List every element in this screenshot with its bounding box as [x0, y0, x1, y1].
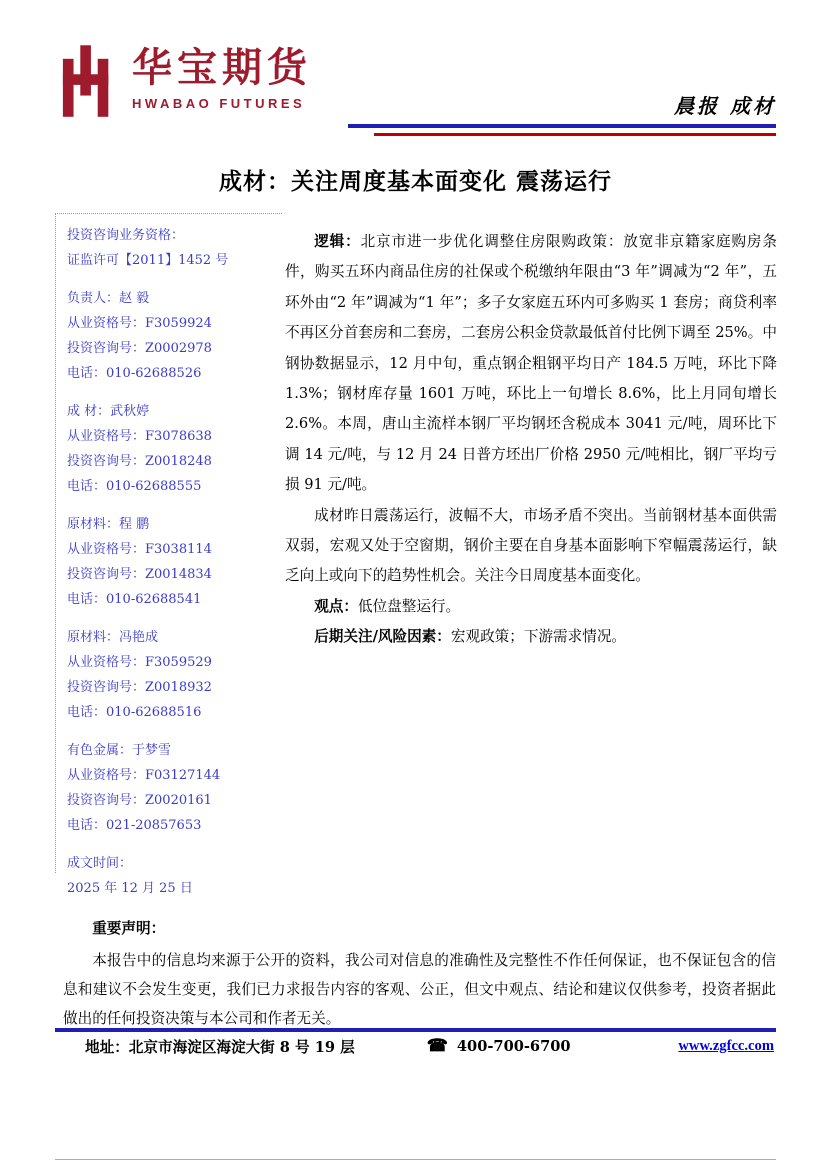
contact-practice-no: 从业资格号：F03127144 — [67, 768, 221, 783]
contact-phone: 电话：010-62688526 — [67, 366, 202, 381]
contact-role-name: 原材料：程 鹏 — [67, 517, 150, 532]
date-label: 成文时间： — [67, 856, 133, 871]
report-title: 成材：关注周度基本面变化 震荡运行 — [218, 168, 612, 195]
contact-phone: 电话：010-62688555 — [67, 479, 202, 494]
contact-role-name: 负责人：赵 毅 — [67, 291, 150, 306]
contact-block — [67, 625, 282, 725]
footer-rule-blue — [55, 1028, 776, 1032]
logic-label: 逻辑： — [314, 233, 361, 250]
logic-paragraph — [285, 227, 777, 501]
website-link[interactable]: www.zgfcc.com — [678, 1038, 774, 1054]
contact-advisory-no: 投资咨询号：Z0002978 — [67, 341, 212, 356]
hwabao-logo-icon — [60, 45, 118, 119]
qualification-title: 投资咨询业务资格： — [67, 228, 185, 243]
date-block — [67, 851, 282, 901]
phone-icon: ☎ — [426, 1036, 448, 1056]
report-type-label: 晨报 成材 — [674, 94, 776, 118]
disclaimer-text: 本报告中的信息均来源于公开的资料，我公司对信息的准确性及完整性不作任何保证，也不保证包含的信息和建议不会发生变更，我们已力求报告内容的客观、公正，但文中观点、结论和建议仅供参考，投资者据此做出的任何投资决策与本公司和作者无关。 — [63, 952, 776, 1027]
contact-role-name: 原材料：冯艳成 — [67, 630, 159, 645]
contact-block — [67, 512, 282, 612]
contact-practice-no: 从业资格号：F3059529 — [67, 655, 212, 670]
phone-block — [427, 1038, 571, 1055]
brand-name-en: HWABAO FUTURES — [132, 96, 306, 111]
qualification-block — [67, 223, 282, 273]
view-paragraph — [285, 592, 777, 622]
qualification-number: 证监许可【2011】1452 号 — [67, 253, 229, 268]
contact-advisory-no: 投资咨询号：Z0014834 — [67, 567, 212, 582]
contact-phone: 电话：010-62688516 — [67, 705, 202, 720]
phone-number: 400-700-6700 — [456, 1038, 571, 1055]
view-label: 观点： — [314, 597, 358, 615]
report-body — [285, 227, 777, 653]
contact-practice-no: 从业资格号：F3059924 — [67, 316, 212, 331]
contact-block — [67, 286, 282, 386]
company-address: 地址：北京市海淀区海淀大街 8 号 19 层 — [85, 1039, 355, 1056]
contact-practice-no: 从业资格号：F3078638 — [67, 429, 212, 444]
risk-text: 宏观政策；下游需求情况。 — [450, 628, 627, 646]
header-rule-blue — [348, 124, 776, 128]
risk-label: 后期关注/风险因素： — [314, 628, 451, 646]
disclaimer-section — [63, 915, 776, 1033]
page-bottom-divider — [55, 1159, 776, 1160]
brand-name-cn: 华宝期货 — [132, 46, 312, 90]
logo-text — [132, 45, 312, 111]
contact-advisory-no: 投资咨询号：Z0018248 — [67, 454, 212, 469]
header-rule-red — [374, 133, 776, 136]
contact-role-name: 成 材：武秋婷 — [67, 404, 150, 419]
date-value: 2025 年 12 月 25 日 — [67, 881, 193, 896]
contact-practice-no: 从业资格号：F3038114 — [67, 542, 212, 557]
logic-text: 北京市进一步优化调整住房限购政策：放宽非京籍家庭购房条件，购买五环内商品住房的社保或个税缴纳年限由“3 年”调减为“2 年”，五环外由“2 年”调减为“1 年”；多子女家庭五环内可多购买 1 套房；商贷利率不再区分首套房和二套房，二套房公积金贷款最低首付比例下调至 25%。中钢协数据显示，12 月中旬，重点钢企粗钢平均日产 184.5 万吨，环比下降 1.3%；钢材库存量 1601 万吨，环比上一旬增长 8.6%，比上月同旬增长 2.6%。本周，唐山主流样本钢厂平均钢坯含税成本 3041 元/吨，周环比下调 14 元/吨，与 12 月 24 日普方坯出厂价格 2950 元/吨相比，钢厂平均亏损 91 元/吨。 — [285, 233, 777, 494]
analysis-paragraph: 成材昨日震荡运行，波幅不大，市场矛盾不突出。当前钢材基本面供需双弱，宏观又处于空窗期，钢价主要在自身基本面影响下窄幅震荡运行，缺乏向上或向下的趋势性机会。关注今日周度基本面变化。 — [285, 506, 777, 585]
view-text: 低位盘整运行。 — [357, 597, 461, 615]
contact-advisory-no: 投资咨询号：Z0020161 — [67, 793, 212, 808]
contact-block — [67, 399, 282, 499]
contact-phone: 电话：010-62688541 — [67, 592, 202, 607]
contact-role-name: 有色金属：于梦雪 — [67, 743, 172, 758]
contact-advisory-no: 投资咨询号：Z0018932 — [67, 680, 212, 695]
contact-phone: 电话：021-20857653 — [67, 818, 202, 833]
sidebar-analyst-info — [55, 213, 282, 896]
risk-paragraph — [285, 622, 777, 652]
company-logo — [60, 45, 312, 119]
contact-block — [67, 738, 282, 838]
disclaimer-title: 重要声明： — [92, 920, 166, 937]
footer-contact-bar — [55, 1036, 776, 1057]
